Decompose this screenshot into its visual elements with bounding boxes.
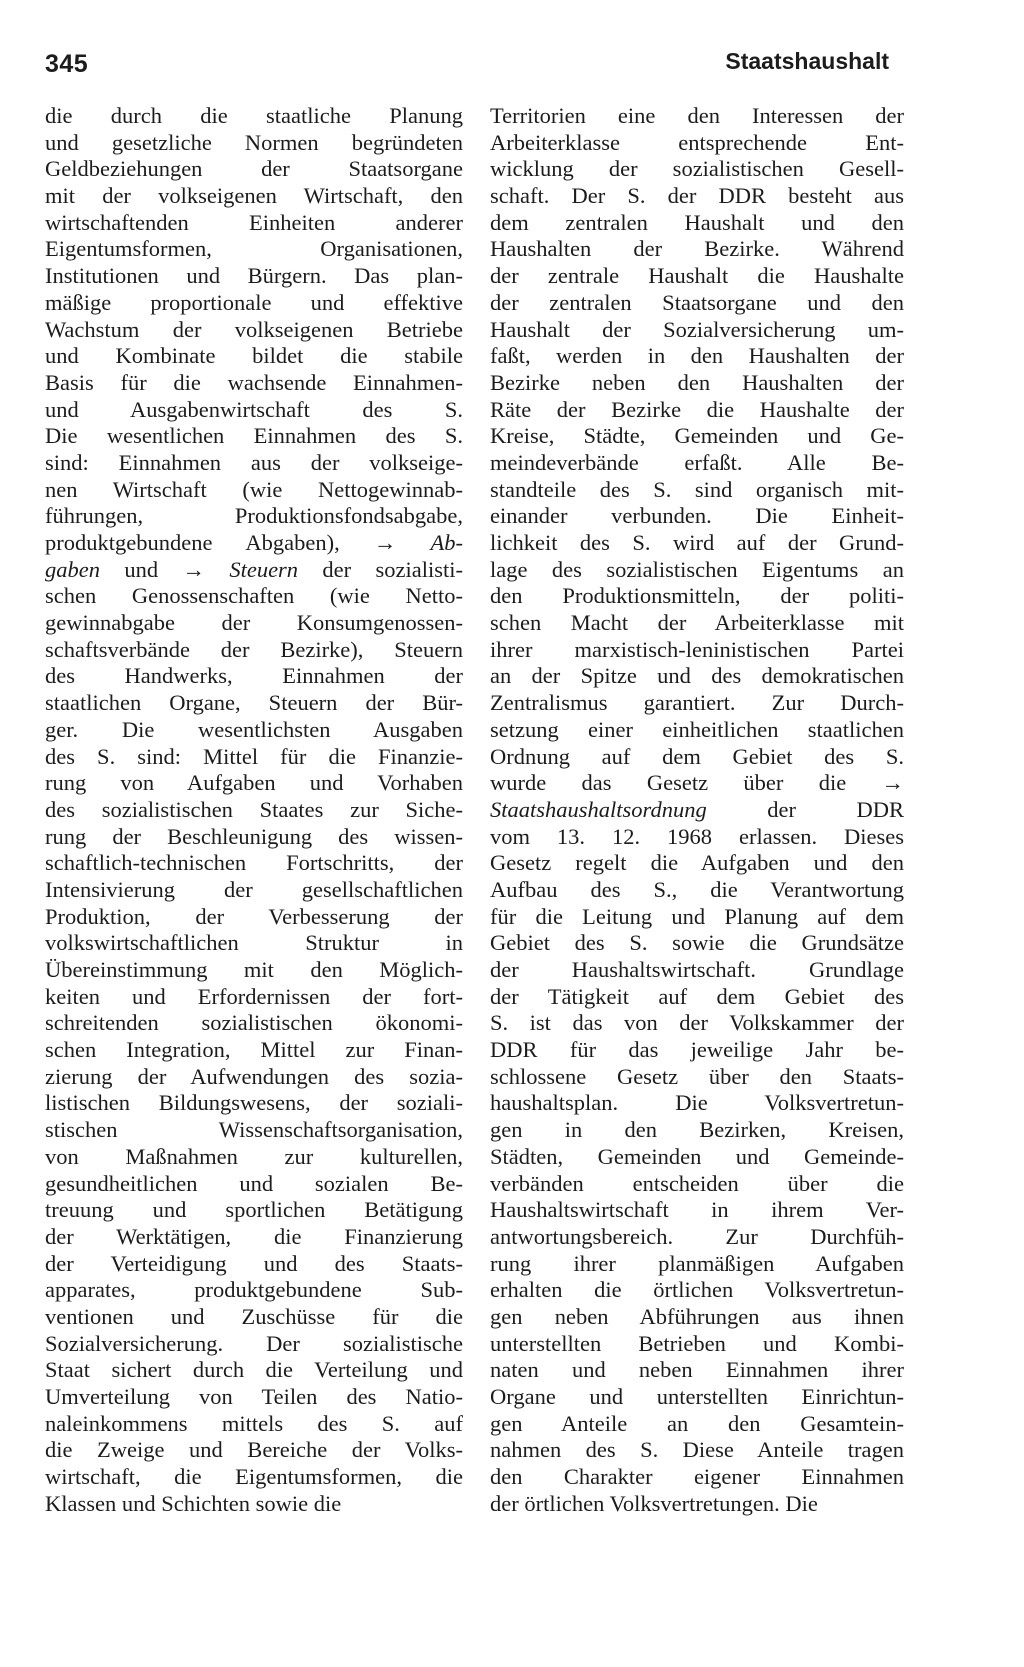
- text-line: Organe und unterstellten Einrichtun-: [490, 1384, 904, 1409]
- text-line: antwortungsbereich. Zur Durchfüh-: [490, 1223, 904, 1249]
- text-line: Geldbeziehungen der Staatsorgane: [45, 156, 463, 182]
- text-line: faßt, werden in den Haushalten der: [490, 343, 904, 369]
- text-line: und Kombinate bildet die stabile: [45, 343, 463, 369]
- text-line: schen Genossenschaften (wie Netto-: [45, 583, 463, 609]
- text-line: gen Anteile an den Gesamtein-: [490, 1410, 904, 1436]
- text-line: an der Spitze und des demokratischen: [490, 663, 904, 689]
- text-line: Haushaltswirtschaft in ihrem Ver-: [490, 1197, 904, 1223]
- text-line: mit der volkseigenen Wirtschaft, den: [45, 183, 463, 209]
- text-line: rung von Aufgaben und Vorhaben: [45, 770, 463, 796]
- text-line: den Charakter eigener Einnahmen: [490, 1464, 904, 1490]
- text-line: des Handwerks, Einnahmen der: [45, 663, 463, 689]
- text-line: der Werktätigen, die Finanzierung: [45, 1223, 463, 1249]
- text-line: gesundheitlichen und sozialen Be-: [45, 1170, 463, 1196]
- text-line: die Zweige und Bereiche der Volks-: [45, 1437, 463, 1463]
- text-line: vom 13. 12. 1968 erlassen. Dieses: [490, 823, 904, 849]
- text-line: der Haushaltswirtschaft. Grundlage: [490, 957, 904, 982]
- text-line: führungen, Produktionsfondsabgabe,: [45, 503, 463, 529]
- text-line: verbänden entscheiden über die: [490, 1170, 904, 1196]
- text-line: gaben und → Steuern der sozialisti-: [45, 556, 463, 582]
- text-line: lage des sozialistischen Eigentums an: [490, 556, 904, 582]
- text-line: Eigentumsformen, Organisationen,: [45, 236, 463, 262]
- text-line: Produktion, der Verbesserung der: [45, 903, 463, 929]
- text-line: wirtschaft, die Eigentumsformen, die: [45, 1464, 463, 1490]
- text-line: Zentralismus garantiert. Zur Durch-: [490, 690, 904, 716]
- text-line: Die wesentlichen Einnahmen des S.: [45, 423, 463, 449]
- text-line: wirtschaftenden Einheiten anderer: [45, 209, 463, 235]
- text-line: schaftlich-technischen Fortschritts, der: [45, 850, 463, 876]
- text-line: mäßige proportionale und effektive: [45, 289, 463, 315]
- text-line: und gesetzliche Normen begründeten: [45, 129, 463, 155]
- text-line: staatlichen Organe, Steuern der Bür-: [45, 690, 463, 716]
- text-line: nahmen des S. Diese Anteile tragen: [490, 1437, 904, 1463]
- text-line: der Verteidigung und des Staats-: [45, 1250, 463, 1276]
- text-line: Institutionen und Bürgern. Das plan-: [45, 263, 463, 289]
- text-line: schaftsverbände der Bezirke), Steuern: [45, 636, 463, 662]
- text-line: Territorien eine den Interessen der: [490, 103, 904, 128]
- text-line: Umverteilung von Teilen des Natio-: [45, 1384, 463, 1409]
- text-line: naleinkommens mittels des S. auf: [45, 1410, 463, 1436]
- text-line: apparates, produktgebundene Sub-: [45, 1277, 463, 1303]
- text-line: wurde das Gesetz über die →: [490, 770, 904, 796]
- text-line: den Produktionsmitteln, der politi-: [490, 583, 904, 609]
- text-line: der örtlichen Volksvertretungen. Die: [490, 1490, 818, 1516]
- text-line: keiten und Erfordernissen der fort-: [45, 983, 463, 1009]
- text-line: gewinnabgabe der Konsumgenossen-: [45, 610, 463, 636]
- text-line: der zentralen Staatsorgane und den: [490, 289, 904, 315]
- text-line: einander verbunden. Die Einheit-: [490, 503, 904, 529]
- text-line: schreitenden sozialistischen ökonomi-: [45, 1010, 463, 1036]
- text-line: ger. Die wesentlichsten Ausgaben: [45, 716, 463, 742]
- text-line: setzung einer einheitlichen staatlichen: [490, 716, 904, 742]
- text-line: Wachstum der volkseigenen Betriebe: [45, 316, 463, 342]
- text-line: die durch die staatliche Planung: [45, 103, 463, 128]
- right-text-column: [490, 103, 904, 1517]
- text-line: schen Macht der Arbeiterklasse mit: [490, 610, 904, 636]
- text-line: erhalten die örtlichen Volksvertretun-: [490, 1277, 904, 1303]
- text-line: unterstellten Betrieben und Kombi-: [490, 1330, 904, 1356]
- text-line: dem zentralen Haushalt und den: [490, 209, 904, 235]
- text-line: Ordnung auf dem Gebiet des S.: [490, 743, 904, 769]
- text-line: Bezirke neben den Haushalten der: [490, 369, 904, 395]
- text-line: produktgebundene Abgaben), → Ab-: [45, 530, 463, 555]
- text-line: der Tätigkeit auf dem Gebiet des: [490, 983, 904, 1009]
- text-line: Räte der Bezirke die Haushalte der: [490, 396, 904, 422]
- text-line: Klassen und Schichten sowie die: [45, 1490, 342, 1516]
- text-line: schen Integration, Mittel zur Finan-: [45, 1037, 463, 1063]
- text-line: listischen Bildungswesens, der soziali-: [45, 1090, 463, 1116]
- text-line: Kreise, Städte, Gemeinden und Ge-: [490, 423, 904, 449]
- text-line: stischen Wissenschaftsorganisation,: [45, 1117, 463, 1143]
- text-line: von Maßnahmen zur kulturellen,: [45, 1143, 463, 1169]
- page-number: 345: [45, 50, 89, 78]
- text-line: rung ihrer planmäßigen Aufgaben: [490, 1250, 904, 1276]
- text-line: Gesetz regelt die Aufgaben und den: [490, 850, 904, 876]
- left-text-column: [45, 103, 463, 1517]
- text-line: lichkeit des S. wird auf der Grund-: [490, 530, 904, 555]
- text-line: Aufbau des S., die Verantwortung: [490, 876, 904, 902]
- text-line: der zentrale Haushalt die Haushalte: [490, 263, 904, 289]
- text-line: Haushalten der Bezirke. Während: [490, 236, 904, 262]
- text-line: Sozialversicherung. Der sozialistische: [45, 1330, 463, 1356]
- text-line: für die Leitung und Planung auf dem: [490, 903, 904, 929]
- text-line: des S. sind: Mittel für die Finanzie-: [45, 743, 463, 769]
- text-line: standteile des S. sind organisch mit-: [490, 476, 904, 502]
- text-line: haushaltsplan. Die Volksvertretun-: [490, 1090, 904, 1116]
- text-line: Städten, Gemeinden und Gemeinde-: [490, 1143, 904, 1169]
- text-line: Gebiet des S. sowie die Grundsätze: [490, 930, 904, 956]
- text-line: Staat sichert durch die Verteilung und: [45, 1357, 463, 1383]
- text-line: S. ist das von der Volkskammer der: [490, 1010, 904, 1036]
- text-line: des sozialistischen Staates zur Siche-: [45, 796, 463, 822]
- text-line: zierung der Aufwendungen des sozia-: [45, 1063, 463, 1089]
- text-line: meindeverbände erfaßt. Alle Be-: [490, 449, 904, 475]
- text-line: ventionen und Zuschüsse für die: [45, 1303, 463, 1329]
- text-line: Arbeiterklasse entsprechende Ent-: [490, 129, 904, 155]
- text-line: treuung und sportlichen Betätigung: [45, 1197, 463, 1223]
- text-line: Basis für die wachsende Einnahmen-: [45, 369, 463, 395]
- text-line: und Ausgabenwirtschaft des S.: [45, 396, 463, 422]
- text-line: schaft. Der S. der DDR besteht aus: [490, 183, 904, 209]
- text-line: nen Wirtschaft (wie Nettogewinnab-: [45, 476, 463, 502]
- running-head: Staatshaushalt: [725, 48, 889, 74]
- text-line: sind: Einnahmen aus der volkseige-: [45, 449, 463, 475]
- text-line: Intensivierung der gesellschaftlichen: [45, 876, 463, 902]
- text-line: rung der Beschleunigung des wissen-: [45, 823, 463, 849]
- text-line: schlossene Gesetz über den Staats-: [490, 1063, 904, 1089]
- text-line: Staatshaushaltsordnung der DDR: [490, 796, 904, 822]
- text-line: Übereinstimmung mit den Möglich-: [45, 957, 463, 982]
- text-line: gen in den Bezirken, Kreisen,: [490, 1117, 904, 1143]
- text-line: gen neben Abführungen aus ihnen: [490, 1303, 904, 1329]
- text-line: ihrer marxistisch-leninistischen Partei: [490, 636, 904, 662]
- text-line: wicklung der sozialistischen Gesell-: [490, 156, 904, 182]
- text-line: volkswirtschaftlichen Struktur in: [45, 930, 463, 956]
- text-line: naten und neben Einnahmen ihrer: [490, 1357, 904, 1383]
- text-line: DDR für das jeweilige Jahr be-: [490, 1037, 904, 1063]
- text-line: Haushalt der Sozialversicherung um-: [490, 316, 904, 342]
